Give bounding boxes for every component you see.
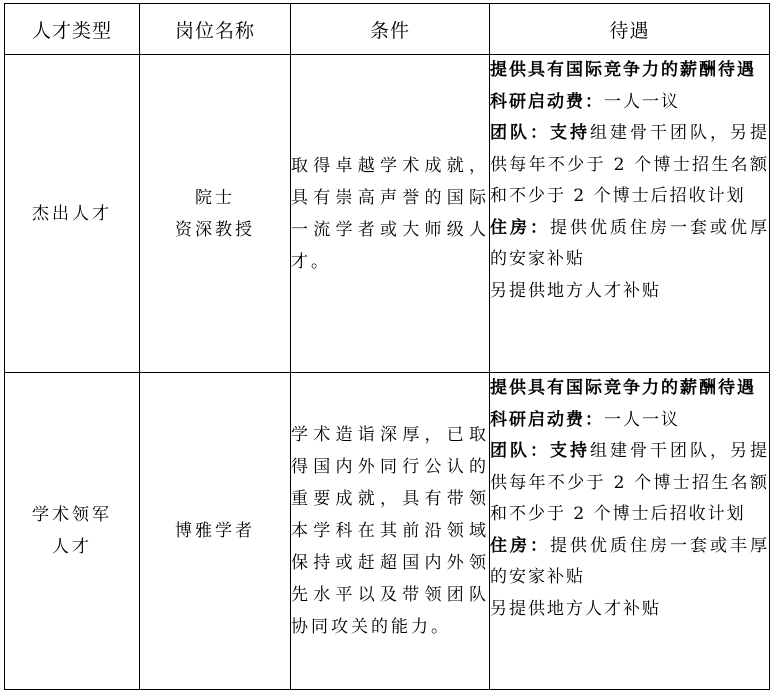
benefit-salary: 提供具有国际竞争力的薪酬待遇 [490, 378, 756, 398]
header-talent-type: 人才类型 [5, 4, 140, 55]
benefit-team [490, 436, 769, 531]
talent-type-label: 杰出人才 [32, 203, 112, 224]
benefit-startup-value: 一人一议 [604, 409, 680, 430]
header-benefits: 待遇 [490, 4, 770, 55]
benefit-team-value: 组建骨干团队，另提供每年不少于 2 个博士招生名额和不少于 2 个博士后招收计划 [490, 441, 769, 524]
position-name-line: 院士 [195, 187, 235, 208]
position-name-line: 博雅学者 [175, 521, 255, 541]
benefit-startup-value: 一人一议 [604, 91, 680, 112]
benefit-startup [490, 87, 769, 119]
position-name-cell [140, 373, 291, 690]
benefit-salary: 提供具有国际竞争力的薪酬待遇 [490, 60, 756, 80]
benefit-team-value: 组建骨干团队，另提供每年不少于 2 个博士招生名额和不少于 2 个博士后招收计划 [490, 123, 769, 206]
table-header-row [5, 4, 770, 55]
table-row [5, 373, 770, 690]
talent-type-label: 学术领军 [32, 505, 112, 525]
header-conditions: 条件 [291, 4, 490, 55]
header-position-name: 岗位名称 [140, 4, 291, 55]
benefit-housing-value: 提供优质住房一套或丰厚的安家补贴 [490, 535, 769, 587]
condition-cell: 取得卓越学术成就，具有崇高声誉的国际一流学者或大师级人才。 [291, 55, 490, 373]
benefit-team [490, 118, 769, 213]
benefit-extra: 另提供地方人才补贴 [490, 598, 661, 619]
benefit-startup [490, 405, 769, 437]
benefit-team-label: 团队：支持 [490, 441, 590, 461]
talent-table [4, 3, 770, 690]
talent-type-cell [5, 55, 140, 373]
benefit-housing-label: 住房： [490, 217, 550, 238]
benefits-cell [490, 55, 770, 373]
benefit-team-label: 团队：支持 [490, 123, 590, 143]
benefit-startup-label: 科研启动费： [490, 409, 604, 430]
benefit-startup-label: 科研启动费： [490, 91, 604, 112]
condition-cell: 学术造诣深厚，已取得国内外同行公认的重要成就，具有带领本学科在其前沿领域保持或赶超国内外领先水平以及带领团队协同攻关的能力。 [291, 373, 490, 690]
benefit-housing [490, 531, 769, 594]
benefit-housing [490, 213, 769, 276]
talent-type-cell [5, 373, 140, 690]
benefits-cell [490, 373, 770, 690]
talent-type-label: 人才 [52, 537, 92, 557]
benefit-housing-value: 提供优质住房一套或优厚的安家补贴 [490, 217, 769, 269]
position-name-line: 资深教授 [175, 219, 255, 240]
benefit-housing-label: 住房： [490, 535, 550, 556]
table-row [5, 55, 770, 373]
benefit-extra: 另提供地方人才补贴 [490, 280, 661, 301]
position-name-cell [140, 55, 291, 373]
